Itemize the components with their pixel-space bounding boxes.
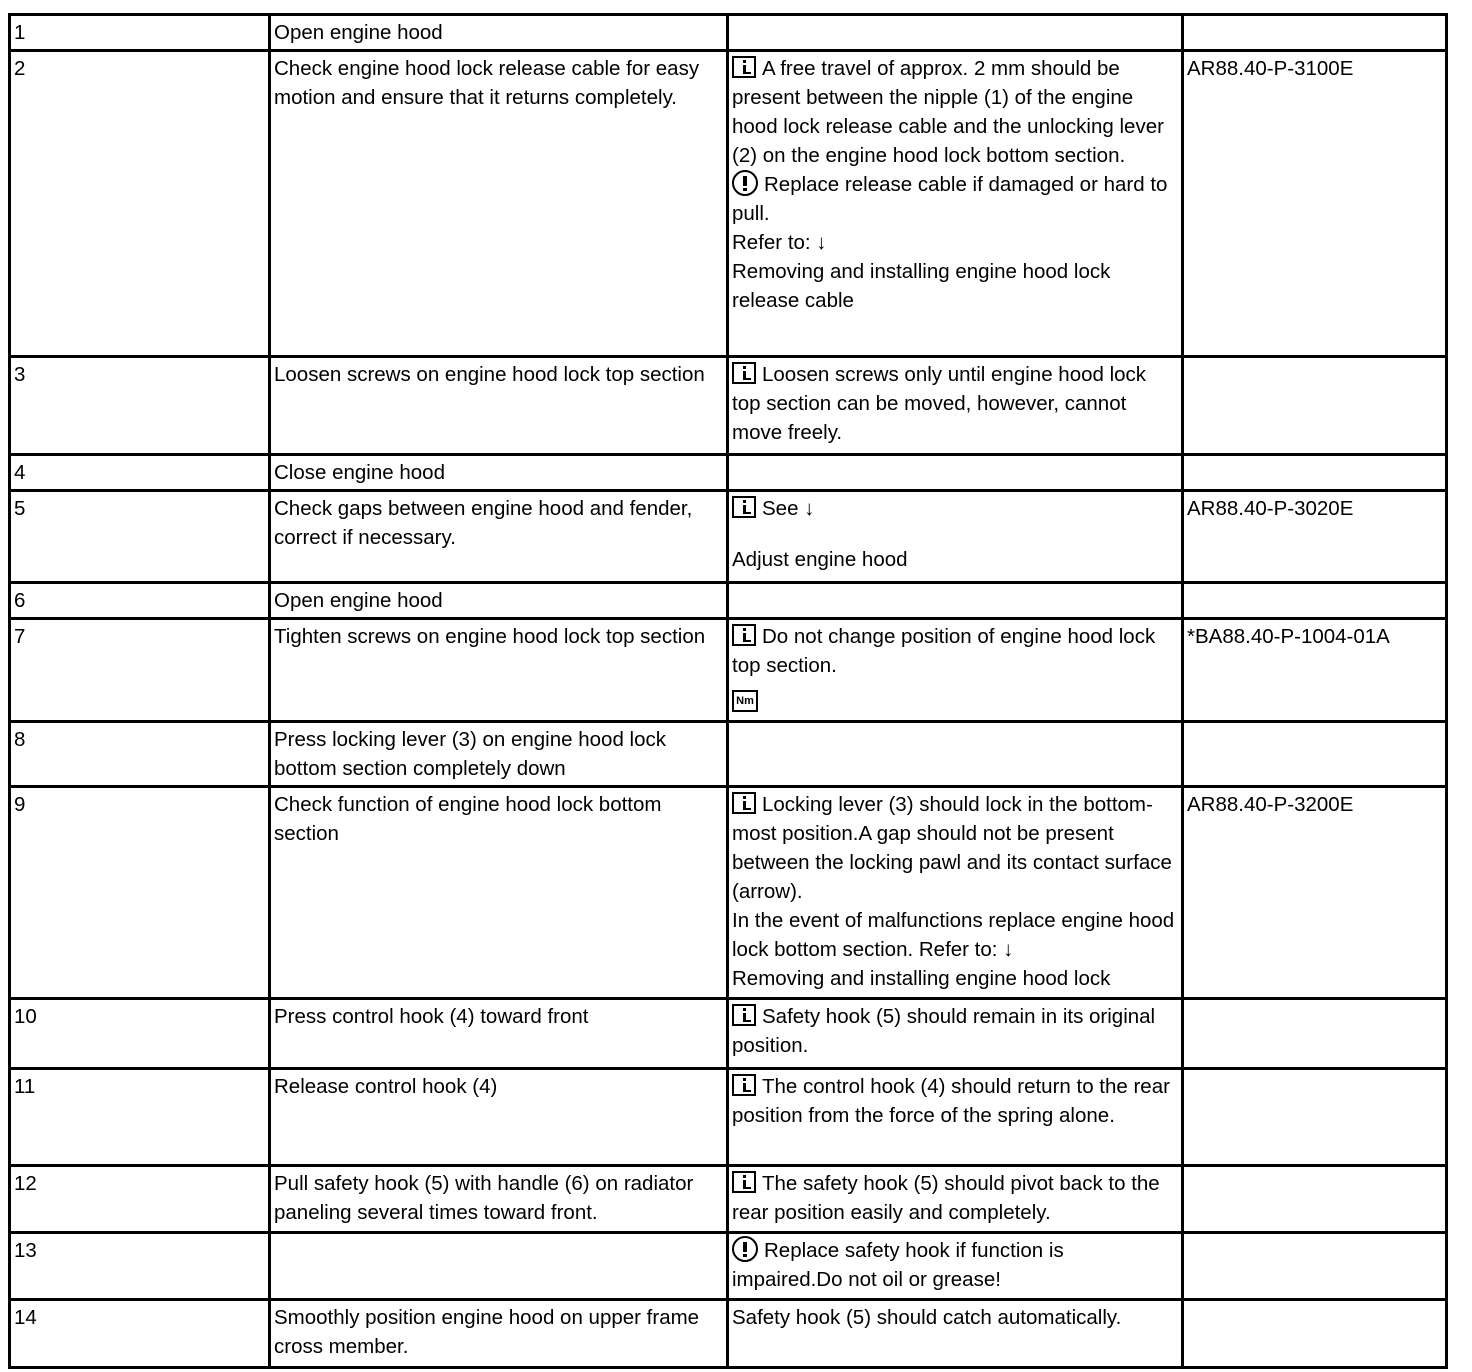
step-number: 1 xyxy=(10,15,270,51)
note-line xyxy=(732,54,1178,170)
step-notes xyxy=(728,51,1183,357)
note-text: Locking lever (3) should lock in the bottom-most position.A gap should not be present between the locking pawl and its contact surface (arrow). xyxy=(732,793,1172,903)
step-action: Loosen screws on engine hood lock top section xyxy=(270,357,728,455)
note-text: Safety hook (5) should remain in its original position. xyxy=(732,1005,1156,1057)
note-text: A free travel of approx. 2 mm should be present between the nipple (1) of the engine hood lock release cable and the unlocking lever (2) on the engine hood lock bottom section. xyxy=(732,57,1164,167)
table-row xyxy=(10,1233,1447,1300)
info-icon xyxy=(732,624,756,646)
table-row xyxy=(10,722,1447,787)
step-notes xyxy=(728,787,1183,999)
step-action: Release control hook (4) xyxy=(270,1069,728,1166)
step-action: Check engine hood lock release cable for easy motion and ensure that it returns completely. xyxy=(270,51,728,357)
table-row xyxy=(10,1069,1447,1166)
step-notes xyxy=(728,1300,1183,1368)
document-reference: *BA88.40-P-1004-01A xyxy=(1183,619,1447,722)
note-text: In the event of malfunctions replace engine hood lock bottom section. Refer to: ↓ xyxy=(732,909,1175,961)
procedure-table xyxy=(8,13,1448,1369)
note-text: Do not change position of engine hood lock top section. xyxy=(732,625,1156,677)
step-action: Close engine hood xyxy=(270,455,728,491)
step-notes xyxy=(728,455,1183,491)
note-line xyxy=(732,1072,1178,1130)
step-number: 7 xyxy=(10,619,270,722)
note-line xyxy=(732,964,1178,993)
step-number: 13 xyxy=(10,1233,270,1300)
table-row xyxy=(10,619,1447,722)
info-icon xyxy=(732,1074,756,1096)
document-reference xyxy=(1183,1166,1447,1233)
step-action: Smoothly position engine hood on upper frame cross member. xyxy=(270,1300,728,1368)
step-notes xyxy=(728,583,1183,619)
step-notes xyxy=(728,491,1183,583)
step-action: Open engine hood xyxy=(270,15,728,51)
note-text: The safety hook (5) should pivot back to the rear position easily and completely. xyxy=(732,1172,1160,1224)
step-action: Open engine hood xyxy=(270,583,728,619)
info-icon xyxy=(732,792,756,814)
info-icon xyxy=(732,56,756,78)
step-number: 6 xyxy=(10,583,270,619)
torque-nm-icon: Nm xyxy=(732,690,758,712)
document-reference xyxy=(1183,15,1447,51)
document-reference xyxy=(1183,1233,1447,1300)
note-text: Replace release cable if damaged or hard to pull. xyxy=(732,173,1168,225)
warning-icon xyxy=(732,170,758,196)
note-line xyxy=(732,622,1178,680)
note-text: Refer to: ↓ xyxy=(732,231,827,254)
document-reference xyxy=(1183,583,1447,619)
table-row xyxy=(10,15,1447,51)
step-number: 14 xyxy=(10,1300,270,1368)
note-line xyxy=(732,790,1178,906)
info-icon xyxy=(732,1171,756,1193)
step-action xyxy=(270,1233,728,1300)
step-number: 3 xyxy=(10,357,270,455)
step-action: Tighten screws on engine hood lock top section xyxy=(270,619,728,722)
document-reference xyxy=(1183,722,1447,787)
note-text: Loosen screws only until engine hood lock top section can be moved, however, cannot move freely. xyxy=(732,363,1147,444)
note-text: See ↓ xyxy=(762,497,815,520)
document-reference xyxy=(1183,1069,1447,1166)
table-row xyxy=(10,357,1447,455)
step-action: Press locking lever (3) on engine hood lock bottom section completely down xyxy=(270,722,728,787)
document-reference: AR88.40-P-3200E xyxy=(1183,787,1447,999)
table-row xyxy=(10,999,1447,1069)
table-row xyxy=(10,787,1447,999)
step-number: 11 xyxy=(10,1069,270,1166)
note-text: Adjust engine hood xyxy=(732,548,908,571)
step-action: Press control hook (4) toward front xyxy=(270,999,728,1069)
step-notes xyxy=(728,15,1183,51)
document-reference: AR88.40-P-3100E xyxy=(1183,51,1447,357)
step-number: 12 xyxy=(10,1166,270,1233)
note-text: Removing and installing engine hood lock xyxy=(732,967,1111,990)
note-spacer xyxy=(732,523,1178,545)
document-reference xyxy=(1183,455,1447,491)
note-text: Replace safety hook if function is impaired.Do not oil or grease! xyxy=(732,1239,1064,1291)
table-row xyxy=(10,583,1447,619)
step-number: 4 xyxy=(10,455,270,491)
document-reference xyxy=(1183,999,1447,1069)
note-line xyxy=(732,1169,1178,1227)
document-reference xyxy=(1183,1300,1447,1368)
note-text: The control hook (4) should return to the rear position from the force of the spring alone. xyxy=(732,1075,1170,1127)
table-row xyxy=(10,491,1447,583)
note-line xyxy=(732,545,1178,574)
table-row xyxy=(10,51,1447,357)
info-icon xyxy=(732,1004,756,1026)
note-line xyxy=(732,906,1178,964)
step-number: 2 xyxy=(10,51,270,357)
document-reference: AR88.40-P-3020E xyxy=(1183,491,1447,583)
procedure-rows xyxy=(10,15,1447,1368)
note-line xyxy=(732,680,1178,712)
step-notes xyxy=(728,1233,1183,1300)
step-number: 10 xyxy=(10,999,270,1069)
table-row xyxy=(10,455,1447,491)
info-icon xyxy=(732,496,756,518)
step-notes xyxy=(728,1166,1183,1233)
note-line xyxy=(732,1303,1178,1332)
step-action: Check gaps between engine hood and fender, correct if necessary. xyxy=(270,491,728,583)
step-number: 5 xyxy=(10,491,270,583)
step-number: 8 xyxy=(10,722,270,787)
step-notes xyxy=(728,722,1183,787)
table-row xyxy=(10,1166,1447,1233)
note-line xyxy=(732,494,1178,523)
table-row xyxy=(10,1300,1447,1368)
note-line xyxy=(732,1002,1178,1060)
document-reference xyxy=(1183,357,1447,455)
step-action: Check function of engine hood lock bottom section xyxy=(270,787,728,999)
step-notes xyxy=(728,357,1183,455)
step-action: Pull safety hook (5) with handle (6) on radiator paneling several times toward front. xyxy=(270,1166,728,1233)
note-line xyxy=(732,170,1178,228)
note-line xyxy=(732,360,1178,447)
note-line xyxy=(732,1236,1178,1294)
note-line xyxy=(732,257,1178,315)
note-line xyxy=(732,228,1178,257)
info-icon xyxy=(732,362,756,384)
note-text: Removing and installing engine hood lock release cable xyxy=(732,260,1111,312)
step-notes xyxy=(728,999,1183,1069)
step-number: 9 xyxy=(10,787,270,999)
step-notes xyxy=(728,619,1183,722)
note-text: Safety hook (5) should catch automatically. xyxy=(732,1306,1122,1329)
warning-icon xyxy=(732,1236,758,1262)
step-notes xyxy=(728,1069,1183,1166)
